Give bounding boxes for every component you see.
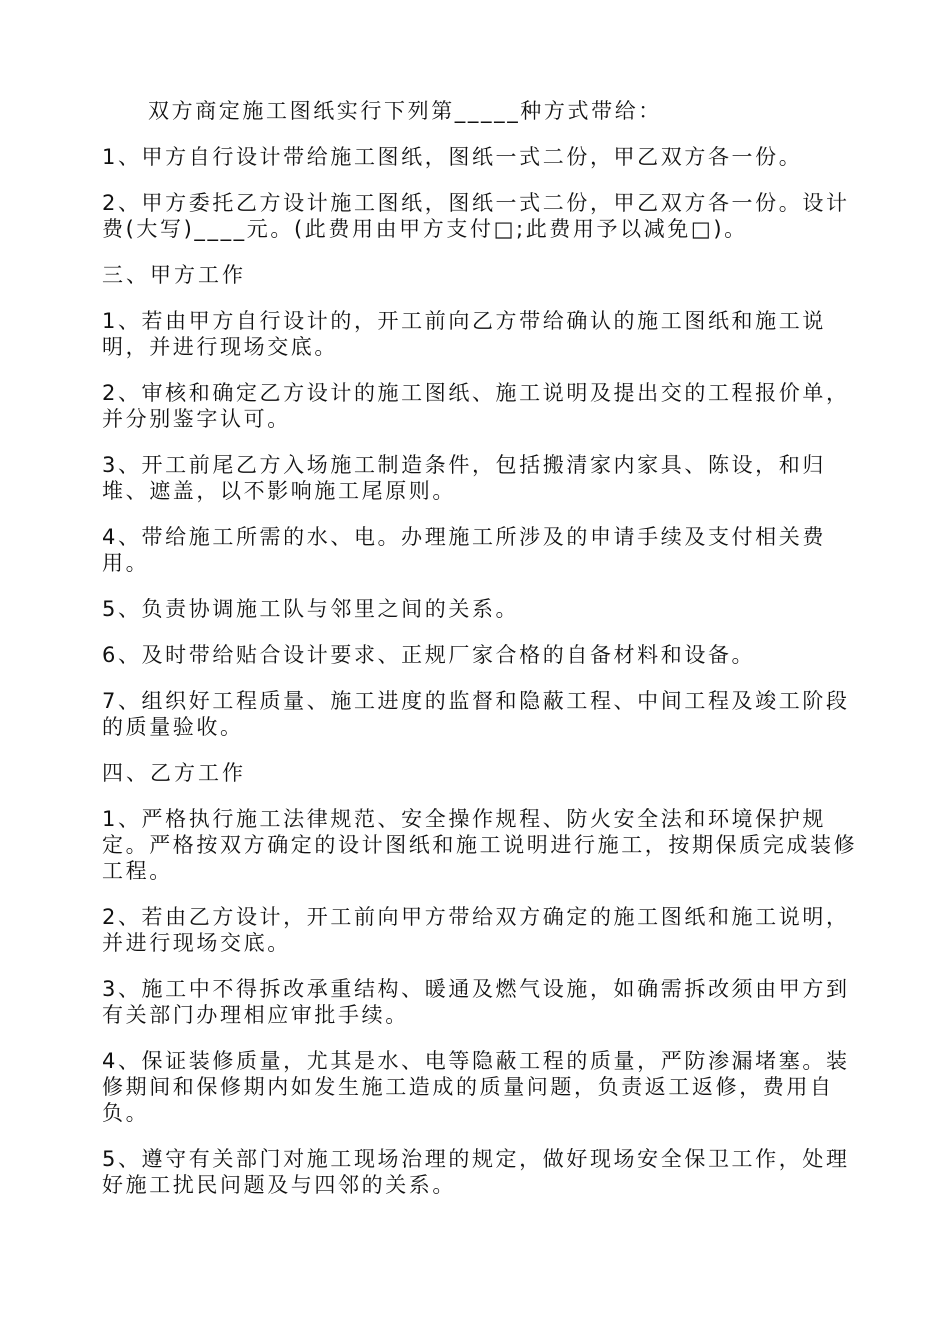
paragraph-party-b-1: 1、严格执行施工法律规范、安全操作规程、防火安全法和环境保护规定。严格按双方确定的设计图纸和施工说明进行施工，按期保质完成装修工程。 <box>102 807 858 883</box>
paragraph-party-a-6: 6、及时带给贴合设计要求、正规厂家合格的自备材料和设备。 <box>102 643 756 667</box>
section-heading-party-b: 四、乙方工作 <box>102 761 246 785</box>
paragraph-party-a-3: 3、开工前尾乙方入场施工制造条件，包括搬清家内家具、陈设，和归堆、遮盖，以不影响施工尾原则。 <box>102 453 826 503</box>
paragraph-party-b-4: 4、保证装修质量，尤其是水、电等隐蔽工程的质量，严防渗漏堵塞。装修期间和保修期内如发生施工造成的质量问题，负责返工返修，费用自负。 <box>102 1049 850 1125</box>
intro-paragraph: 双方商定施工图纸实行下列第_____种方式带给： <box>148 99 662 123</box>
paragraph-party-a-2: 2、审核和确定乙方设计的施工图纸、施工说明及提出交的工程报价单，并分别鉴字认可。 <box>102 381 850 431</box>
paragraph-clause-2: 2、甲方委托乙方设计施工图纸，图纸一式二份，甲乙双方各一份。设计费(大写)____元。(此费用由甲方支付□;此费用予以减免□)。 <box>102 191 850 241</box>
section-heading-party-a: 三、甲方工作 <box>102 263 246 287</box>
paragraph-party-b-2: 2、若由乙方设计，开工前向甲方带给双方确定的施工图纸和施工说明，并进行现场交底。 <box>102 905 850 955</box>
paragraph-clause-1: 1、甲方自行设计带给施工图纸，图纸一式二份，甲乙双方各一份。 <box>102 145 803 169</box>
document-body <box>102 98 858 1218</box>
paragraph-party-a-4: 4、带给施工所需的水、电。办理施工所涉及的申请手续及支付相关费用。 <box>102 525 826 575</box>
paragraph-party-a-7: 7、组织好工程质量、施工进度的监督和隐蔽工程、中间工程及竣工阶段的质量验收。 <box>102 689 850 739</box>
paragraph-party-b-5: 5、遵守有关部门对施工现场治理的规定，做好现场安全保卫工作，处理好施工扰民问题及与四邻的关系。 <box>102 1147 850 1197</box>
paragraph-party-b-3: 3、施工中不得拆改承重结构、暖通及燃气设施，如确需拆改须由甲方到有关部门办理相应审批手续。 <box>102 977 850 1027</box>
paragraph-party-a-1: 1、若由甲方自行设计的，开工前向乙方带给确认的施工图纸和施工说明，并进行现场交底。 <box>102 309 826 359</box>
paragraph-party-a-5: 5、负责协调施工队与邻里之间的关系。 <box>102 597 520 621</box>
